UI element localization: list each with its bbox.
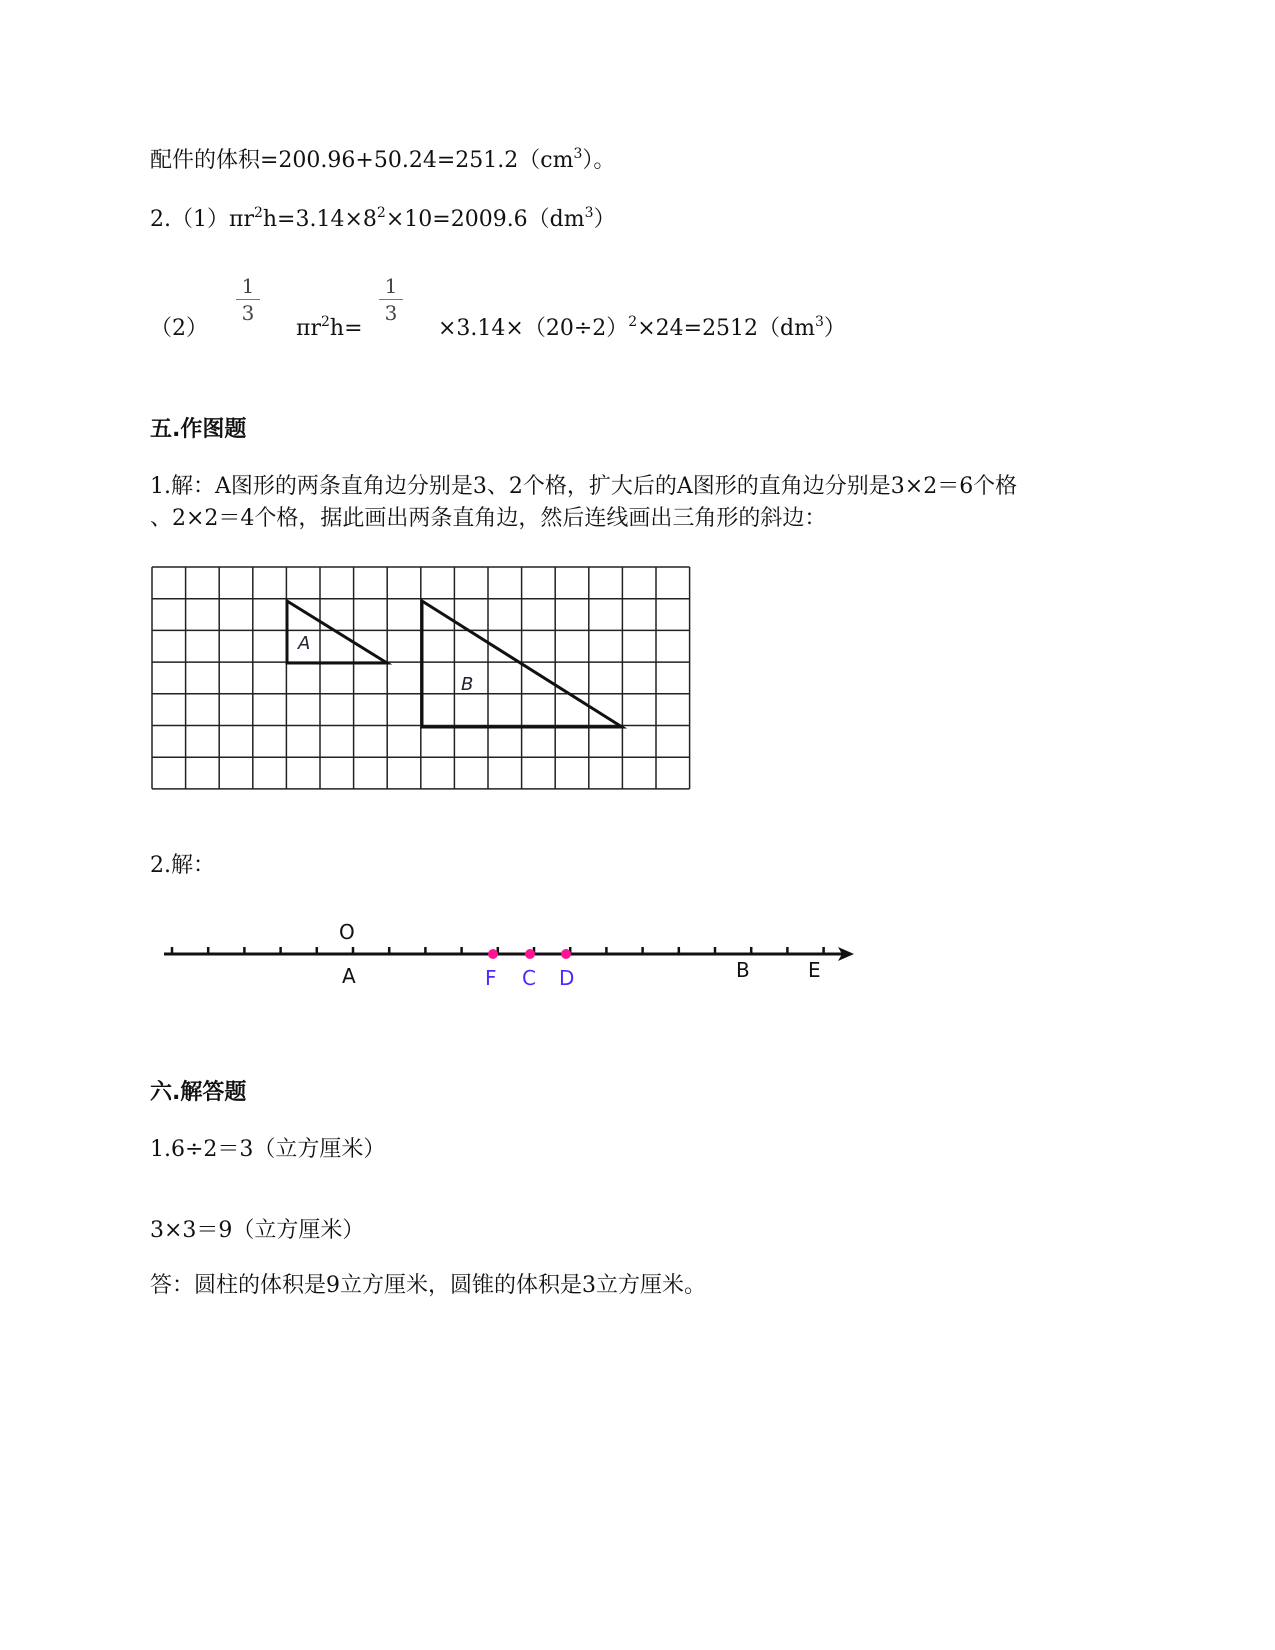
point-f <box>488 949 498 959</box>
eq-part: πr <box>296 316 321 341</box>
answer-line-1: 1.6÷2＝3（立方厘米） <box>150 1137 386 1162</box>
eq-part: ×24=2512（dm <box>637 316 815 341</box>
fraction-one-third-1 <box>236 274 260 325</box>
number-line <box>160 915 860 1000</box>
point-d <box>561 949 571 959</box>
fraction-numerator: 1 <box>379 274 403 300</box>
label-a: A <box>342 964 356 988</box>
label-b: B <box>736 958 750 982</box>
fraction-numerator: 1 <box>236 274 260 300</box>
volume-text: 配件的体积=200.96+50.24=251.2（cm <box>150 148 574 173</box>
equation-line-2-label <box>150 316 208 342</box>
fraction-denominator: 3 <box>241 301 255 325</box>
eq-part: ×10=2009.6（dm <box>385 207 585 232</box>
answer-line-3: 答：圆柱的体积是9立方厘米，圆锥的体积是3立方厘米。 <box>150 1273 706 1298</box>
exponent: 2 <box>376 205 386 221</box>
eq-part: ×3.14×（20÷2） <box>438 316 629 341</box>
label-d: D <box>559 966 575 990</box>
answer-line-2: 3×3＝9（立方厘米） <box>150 1218 365 1243</box>
fraction-denominator: 3 <box>384 301 398 325</box>
eq-part: ） <box>823 316 846 341</box>
section-five-title: 五.作图题 <box>150 417 247 442</box>
fraction-one-third-2 <box>379 274 403 325</box>
eq-label: （2） <box>150 316 208 341</box>
volume-line <box>150 148 615 174</box>
q1-text-line-2: 、2×2＝4个格，据此画出两条直角边，然后连线画出三角形的斜边： <box>150 506 827 531</box>
section-six-title: 六.解答题 <box>150 1080 247 1105</box>
label-f: F <box>485 966 497 990</box>
exponent: 3 <box>815 314 824 330</box>
label-o: O <box>339 920 355 944</box>
triangle-a-label: A <box>298 633 311 654</box>
grid-figure <box>150 565 694 797</box>
volume-text-end: ）。 <box>582 148 616 173</box>
point-c <box>525 949 535 959</box>
q1-text-line-1: 1.解：A图形的两条直角边分别是3、2个格，扩大后的A图形的直角边分别是3×2＝6个格 <box>150 474 1018 499</box>
eq-part: h= <box>329 316 363 341</box>
q2-label: 2.解： <box>150 853 215 878</box>
equation-line-2-mid <box>296 316 363 342</box>
label-e: E <box>808 958 821 982</box>
eq-part: 2.（1）πr <box>150 207 254 232</box>
label-c: C <box>522 966 536 990</box>
exponent: 3 <box>584 205 594 221</box>
exponent: 3 <box>573 146 583 162</box>
exponent: 2 <box>320 314 330 330</box>
equation-line-1 <box>150 207 616 233</box>
exponent: 2 <box>253 205 263 221</box>
equation-line-2-tail <box>438 316 846 342</box>
eq-part: h=3.14×8 <box>262 207 377 232</box>
exponent: 2 <box>628 314 638 330</box>
eq-part: ） <box>593 207 616 232</box>
triangle-b-label: B <box>461 674 474 695</box>
